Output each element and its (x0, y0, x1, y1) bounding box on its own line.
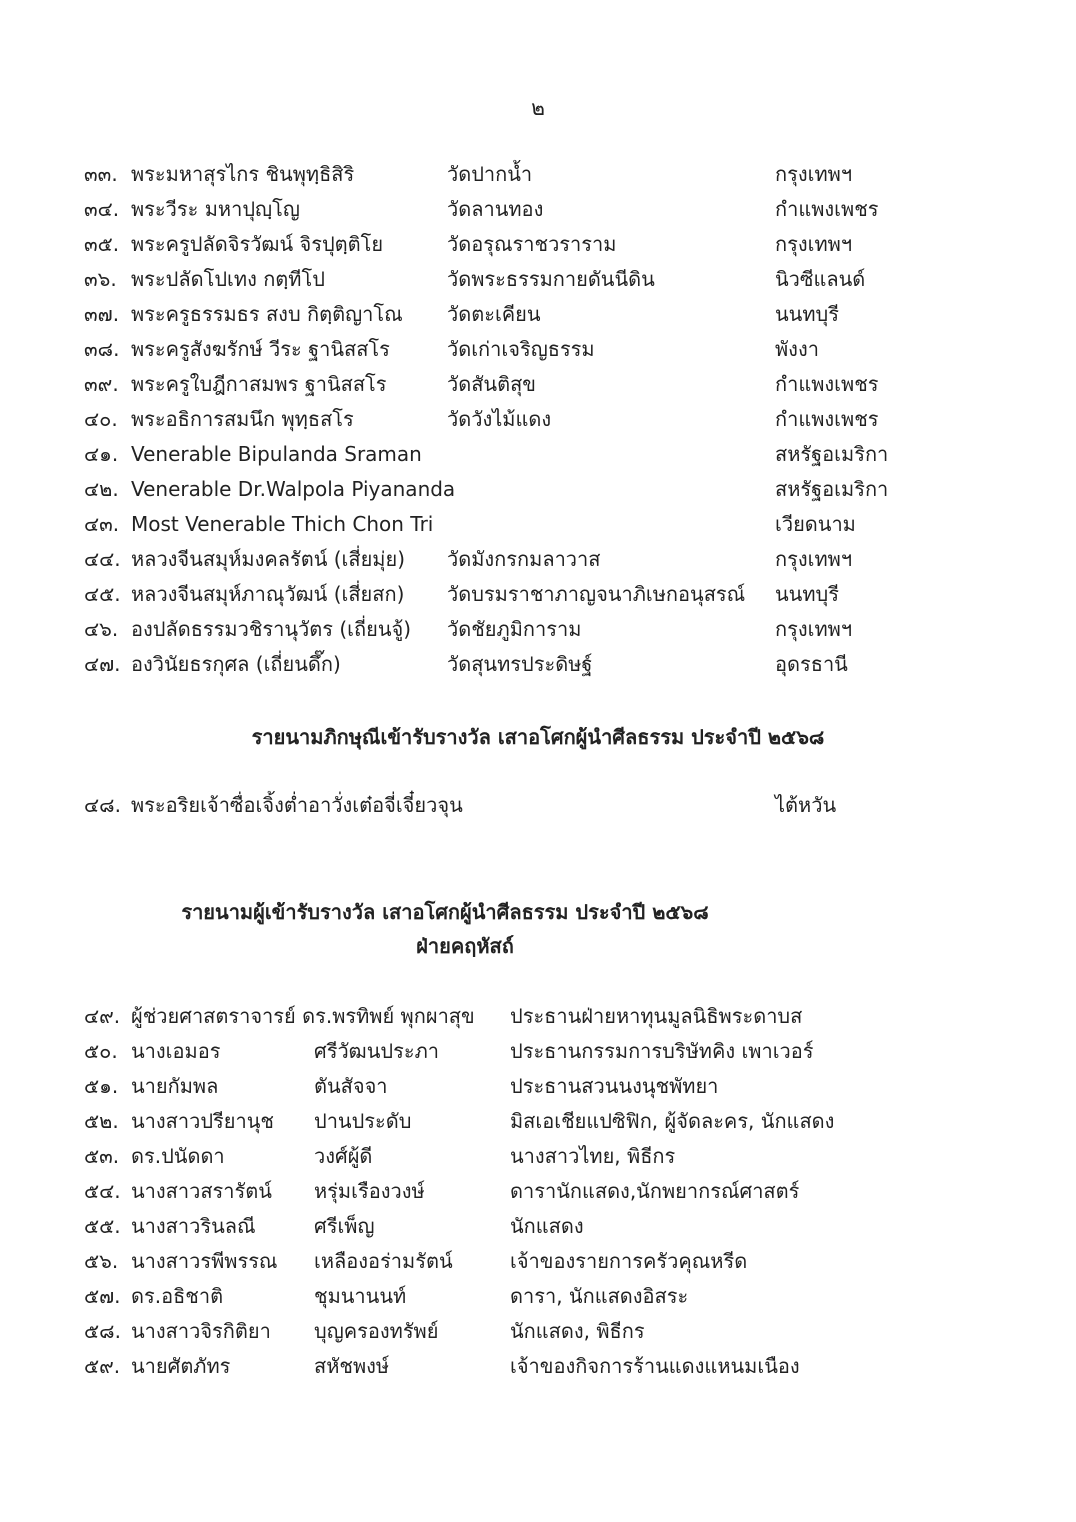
item-number: ๕๔. (84, 1179, 121, 1203)
item-name: พระวีระ มหาปุญฺโญ (131, 197, 300, 221)
item-province: กรุงเทพฯ (775, 162, 853, 186)
item-number: ๓๙. (84, 372, 119, 396)
item-province: นนทบุรี (775, 582, 839, 606)
item-last-name: สหัชพงษ์ (314, 1354, 390, 1378)
item-number: ๔๒. (84, 477, 119, 501)
item-number: ๔๙. (84, 1004, 121, 1028)
item-last-name: ศรีวัฒนประภา (314, 1039, 439, 1063)
item-last-name: วงศ์ผู้ดี (314, 1144, 373, 1168)
item-temple: วัดวังไม้แดง (447, 407, 552, 431)
item-first-name: นางเอมอร (131, 1039, 221, 1063)
item-role: ประธานสวนนงนุชพัทยา (510, 1074, 719, 1098)
item-first-name: นางสาวรินลณี (131, 1214, 256, 1238)
item-number: ๕๖. (84, 1249, 119, 1273)
item-province: นนทบุรี (775, 302, 839, 326)
item-province: อุดรธานี (775, 652, 848, 676)
item-name: Venerable Dr.Walpola Piyananda (131, 477, 456, 501)
item-province: กำแพงเพชร (775, 197, 879, 221)
item-name: พระครูปลัดจิรวัฒน์ จิรปุตฺติโย (131, 232, 384, 256)
item-role: มิสเอเชียแปซิฟิก, ผู้จัดละคร, นักแสดง (510, 1109, 835, 1133)
item-province: นิวซีแลนด์ (775, 267, 866, 291)
item-last-name: บุญครองทรัพย์ (314, 1319, 439, 1343)
item-temple: วัดปากน้ำ (447, 162, 533, 186)
item-province: กรุงเทพฯ (775, 232, 853, 256)
item-name: พระอธิการสมนึก พุทฺธสโร (131, 407, 354, 431)
item-temple: วัดชัยภูมิการาม (447, 617, 582, 641)
item-role: นางสาวไทย, พิธีกร (510, 1144, 676, 1168)
item-role: ประธานกรรมการบริษัทคิง เพาเวอร์ (510, 1039, 814, 1063)
item-province: เวียดนาม (775, 512, 856, 536)
item-number: ๕๑. (84, 1074, 119, 1098)
item-number: ๓๗. (84, 302, 120, 326)
item-number: ๔๔. (84, 547, 121, 571)
item-first-name: ผู้ช่วยศาสตราจารย์ ดร.พรทิพย์ พุกผาสุข (131, 1004, 475, 1028)
item-first-name: ดร.ปนัดดา (131, 1144, 225, 1168)
item-temple: วัดมังกรกมลาวาส (447, 547, 601, 571)
item-role: เจ้าของกิจการร้านแดงแหนมเนือง (510, 1354, 800, 1378)
item-first-name: นางสาวจิรกิติยา (131, 1319, 271, 1343)
item-role: ประธานฝ่ายหาทุนมูลนิธิพระดาบส (510, 1004, 803, 1028)
item-temple: วัดเก่าเจริญธรรม (447, 337, 595, 361)
item-role: ดารานักแสดง,นักพยากรณ์ศาสตร์ (510, 1179, 800, 1203)
item-role: นักแสดง (510, 1214, 584, 1238)
page-number: ๒ (531, 96, 545, 120)
item-province: ไต้หวัน (775, 793, 837, 817)
item-name: องวินัยธรกุศล (เถี่ยนดึ๊ก) (131, 652, 341, 676)
item-temple: วัดลานทอง (447, 197, 544, 221)
item-role: นักแสดง, พิธีกร (510, 1319, 645, 1343)
item-name: พระครูธรรมธร สงบ กิตฺติญาโณ (131, 302, 403, 326)
item-temple: วัดอรุณราชวราราม (447, 232, 617, 256)
item-number: ๕๙. (84, 1354, 121, 1378)
item-name: Most Venerable Thich Chon Tri (131, 512, 434, 536)
item-temple: วัดบรมราชาภาญจนาภิเษกอนุสรณ์ (447, 582, 746, 606)
item-temple: วัดสันติสุข (447, 372, 536, 396)
item-name: พระอริยเจ้าซื่อเจิ้งต่ำอาวั่งเต๋อจี่เจี๋ยวจุน (131, 793, 463, 817)
item-first-name: นายศัตภัทร (131, 1354, 231, 1378)
item-number: ๔๓. (84, 512, 120, 536)
item-last-name: ปานประดับ (314, 1109, 412, 1133)
item-last-name: หรุ่มเรืองวงษ์ (314, 1179, 425, 1203)
item-first-name: นางสาวปรียานุช (131, 1109, 274, 1133)
item-name: พระครูใบฎีกาสมพร ฐานิสสโร (131, 372, 387, 396)
item-first-name: นางสาวรพีพรรณ (131, 1249, 278, 1273)
item-number: ๔๕. (84, 582, 121, 606)
item-name: หลวงจีนสมุห์ภาณุวัฒน์ (เสี่ยสก) (131, 582, 405, 606)
item-number: ๕๓. (84, 1144, 120, 1168)
item-province: กรุงเทพฯ (775, 547, 853, 571)
item-number: ๓๕. (84, 232, 120, 256)
item-number: ๕๒. (84, 1109, 119, 1133)
item-number: ๕๘. (84, 1319, 121, 1343)
item-role: เจ้าของรายการครัวคุณหรีด (510, 1249, 748, 1273)
item-number: ๔๗. (84, 652, 121, 676)
item-number: ๕๐. (84, 1039, 118, 1063)
item-number: ๓๔. (84, 197, 120, 221)
item-province: กำแพงเพชร (775, 407, 879, 431)
item-province: กรุงเทพฯ (775, 617, 853, 641)
item-number: ๓๘. (84, 337, 120, 361)
item-province: สหรัฐอเมริกา (775, 442, 889, 466)
item-number: ๔๖. (84, 617, 119, 641)
item-number: ๔๘. (84, 793, 121, 817)
item-temple: วัดตะเคียน (447, 302, 541, 326)
item-first-name: ดร.อธิชาติ (131, 1284, 224, 1308)
item-temple: วัดสุนทรประดิษฐ์ (447, 652, 593, 676)
lay-section-heading: รายนามผู้เข้ารับรางวัล เสาอโศกผู้นำศีลธรรม ประจำปี ๒๕๖๘ (181, 900, 709, 924)
item-last-name: ชุมนานนท์ (314, 1284, 407, 1308)
item-number: ๔๐. (84, 407, 118, 431)
item-role: ดารา, นักแสดงอิสระ (510, 1284, 689, 1308)
item-number: ๕๗. (84, 1284, 121, 1308)
item-first-name: นายกัมพล (131, 1074, 219, 1098)
item-name: พระครูสังฆรักษ์ วีระ ฐานิสสโร (131, 337, 390, 361)
lay-section-subheading: ฝ่ายคฤหัสถ์ (416, 934, 514, 958)
item-name: พระปลัดโปเทง กตฺทีโป (131, 267, 325, 291)
item-temple: วัดพระธรรมกายดันนีดิน (447, 267, 655, 291)
item-number: ๓๖. (84, 267, 117, 291)
item-last-name: เหลืองอร่ามรัตน์ (314, 1249, 453, 1273)
item-name: องปลัดธรรมวชิรานุวัตร (เถี่ยนจู้) (131, 617, 412, 641)
item-number: ๓๓. (84, 162, 118, 186)
nun-section-heading: รายนามภิกษุณีเข้ารับรางวัล เสาอโศกผู้นำศีลธรรม ประจำปี ๒๕๖๘ (251, 725, 825, 749)
item-name: หลวงจีนสมุห์มงคลรัตน์ (เสี่ยมุ่ย) (131, 547, 406, 571)
item-number: ๔๑. (84, 442, 119, 466)
item-last-name: ศรีเพ็ญ (314, 1214, 375, 1238)
item-name: พระมหาสุรไกร ชินพุทฺธิสิริ (131, 162, 355, 186)
item-first-name: นางสาวสรารัตน์ (131, 1179, 272, 1203)
item-province: กำแพงเพชร (775, 372, 879, 396)
item-number: ๕๕. (84, 1214, 121, 1238)
item-province: สหรัฐอเมริกา (775, 477, 889, 501)
item-province: พังงา (775, 337, 819, 361)
item-name: Venerable Bipulanda Sraman (131, 442, 422, 466)
item-last-name: ตันสัจจา (314, 1074, 388, 1098)
